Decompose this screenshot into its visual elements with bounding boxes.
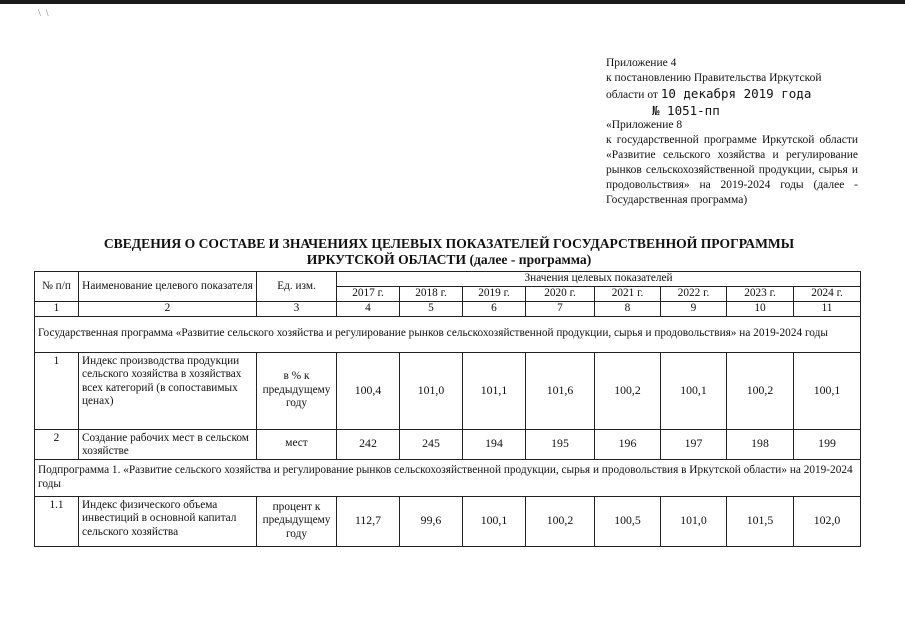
row-value: 99,6 <box>400 496 463 546</box>
section-row-program <box>35 316 861 352</box>
row-value: 100,1 <box>661 352 727 429</box>
annex-line-1: Приложение 4 <box>606 57 677 69</box>
decree-number: № 1051-пп <box>652 103 720 118</box>
table-row <box>35 352 861 429</box>
table-row <box>35 496 861 546</box>
header-name: Наименование целевого показателя <box>79 272 257 302</box>
col-number: 7 <box>526 302 595 317</box>
row-value: 197 <box>661 429 727 459</box>
row-value: 101,6 <box>526 352 595 429</box>
header-year: 2021 г. <box>595 287 661 302</box>
row-value: 199 <box>794 429 861 459</box>
header-num: № п/п <box>35 272 79 302</box>
row-value: 198 <box>727 429 794 459</box>
col-number: 2 <box>79 302 257 317</box>
row-value: 101,5 <box>727 496 794 546</box>
annex-line-2: к постановлению Правительства Иркутской <box>606 72 822 84</box>
row-value: 195 <box>526 429 595 459</box>
section-subprogram-title: Подпрограмма 1. «Развитие сельского хозяйства и регулирование рынков сельскохозяйственной продукции, сырья и продовольствия в Иркутской области» на 2019-2024 годы <box>35 459 861 496</box>
indicators-table <box>34 271 861 547</box>
row-unit: мест <box>257 429 337 459</box>
col-number: 11 <box>794 302 861 317</box>
section-program-title: Государственная программа «Развитие сельского хозяйства и регулирование рынков сельскохозяйственной продукции, сырья и продовольствия» на 2019-2024 годы <box>35 316 861 352</box>
annex-block <box>606 56 858 208</box>
col-number: 8 <box>595 302 661 317</box>
header-row-1 <box>35 272 861 287</box>
row-indicator-name: Индекс производства продукции сельского хозяйства в хозяйствах всех категорий (в сопоставимых ценах) <box>79 352 257 429</box>
col-number: 1 <box>35 302 79 317</box>
col-number: 4 <box>337 302 400 317</box>
row-value: 100,1 <box>463 496 526 546</box>
row-value: 101,0 <box>400 352 463 429</box>
document-title <box>34 236 864 268</box>
annex-line-4: «Приложение 8 <box>606 119 683 131</box>
row-value: 101,1 <box>463 352 526 429</box>
row-value: 242 <box>337 429 400 459</box>
row-value: 100,2 <box>727 352 794 429</box>
title-line-2: ИРКУТСКОЙ ОБЛАСТИ (далее - программа) <box>306 252 592 267</box>
row-value: 194 <box>463 429 526 459</box>
header-year: 2022 г. <box>661 287 727 302</box>
column-numbers-row <box>35 302 861 317</box>
row-num: 1 <box>35 352 79 429</box>
annex-line-3-prefix: области от <box>606 89 661 101</box>
row-value: 100,2 <box>595 352 661 429</box>
row-value: 102,0 <box>794 496 861 546</box>
header-year: 2023 г. <box>727 287 794 302</box>
title-line-1: СВЕДЕНИЯ О СОСТАВЕ И ЗНАЧЕНИЯХ ЦЕЛЕВЫХ ПОКАЗАТЕЛЕЙ ГОСУДАРСТВЕННОЙ ПРОГРАММЫ <box>103 236 795 251</box>
row-indicator-name: Создание рабочих мест в сельском хозяйстве <box>79 429 257 459</box>
row-value: 196 <box>595 429 661 459</box>
header-year: 2024 г. <box>794 287 861 302</box>
header-values-group: Значения целевых показателей <box>337 272 861 287</box>
header-year: 2017 г. <box>337 287 400 302</box>
row-value: 101,0 <box>661 496 727 546</box>
row-num: 1.1 <box>35 496 79 546</box>
col-number: 3 <box>257 302 337 317</box>
header-year: 2020 г. <box>526 287 595 302</box>
row-indicator-name: Индекс физического объема инвестиций в основной капитал сельского хозяйства <box>79 496 257 546</box>
col-number: 6 <box>463 302 526 317</box>
section-row-subprogram <box>35 459 861 496</box>
row-value: 100,2 <box>526 496 595 546</box>
row-value: 245 <box>400 429 463 459</box>
header-year: 2018 г. <box>400 287 463 302</box>
col-number: 10 <box>727 302 794 317</box>
row-unit: в % к предыдущему году <box>257 352 337 429</box>
row-value: 100,5 <box>595 496 661 546</box>
header-unit: Ед. изм. <box>257 272 337 302</box>
row-unit: процент к предыдущему году <box>257 496 337 546</box>
row-value: 100,4 <box>337 352 400 429</box>
scan-artifact-mark: \ \ <box>38 8 49 19</box>
header-year: 2019 г. <box>463 287 526 302</box>
col-number: 9 <box>661 302 727 317</box>
annex-line-5: к государственной программе Иркутской области «Развитие сельского хозяйства и регулирование рынков сельскохозяйственной продукции, сырья и продовольствия» на 2019-2024 годы (далее - Государственная программа) <box>606 134 858 206</box>
col-number: 5 <box>400 302 463 317</box>
row-value: 112,7 <box>337 496 400 546</box>
row-value: 100,1 <box>794 352 861 429</box>
table-row <box>35 429 861 459</box>
row-num: 2 <box>35 429 79 459</box>
annex-line-3 <box>606 86 858 103</box>
scan-top-border <box>0 0 905 4</box>
decree-date: 10 декабря 2019 года <box>660 86 812 101</box>
